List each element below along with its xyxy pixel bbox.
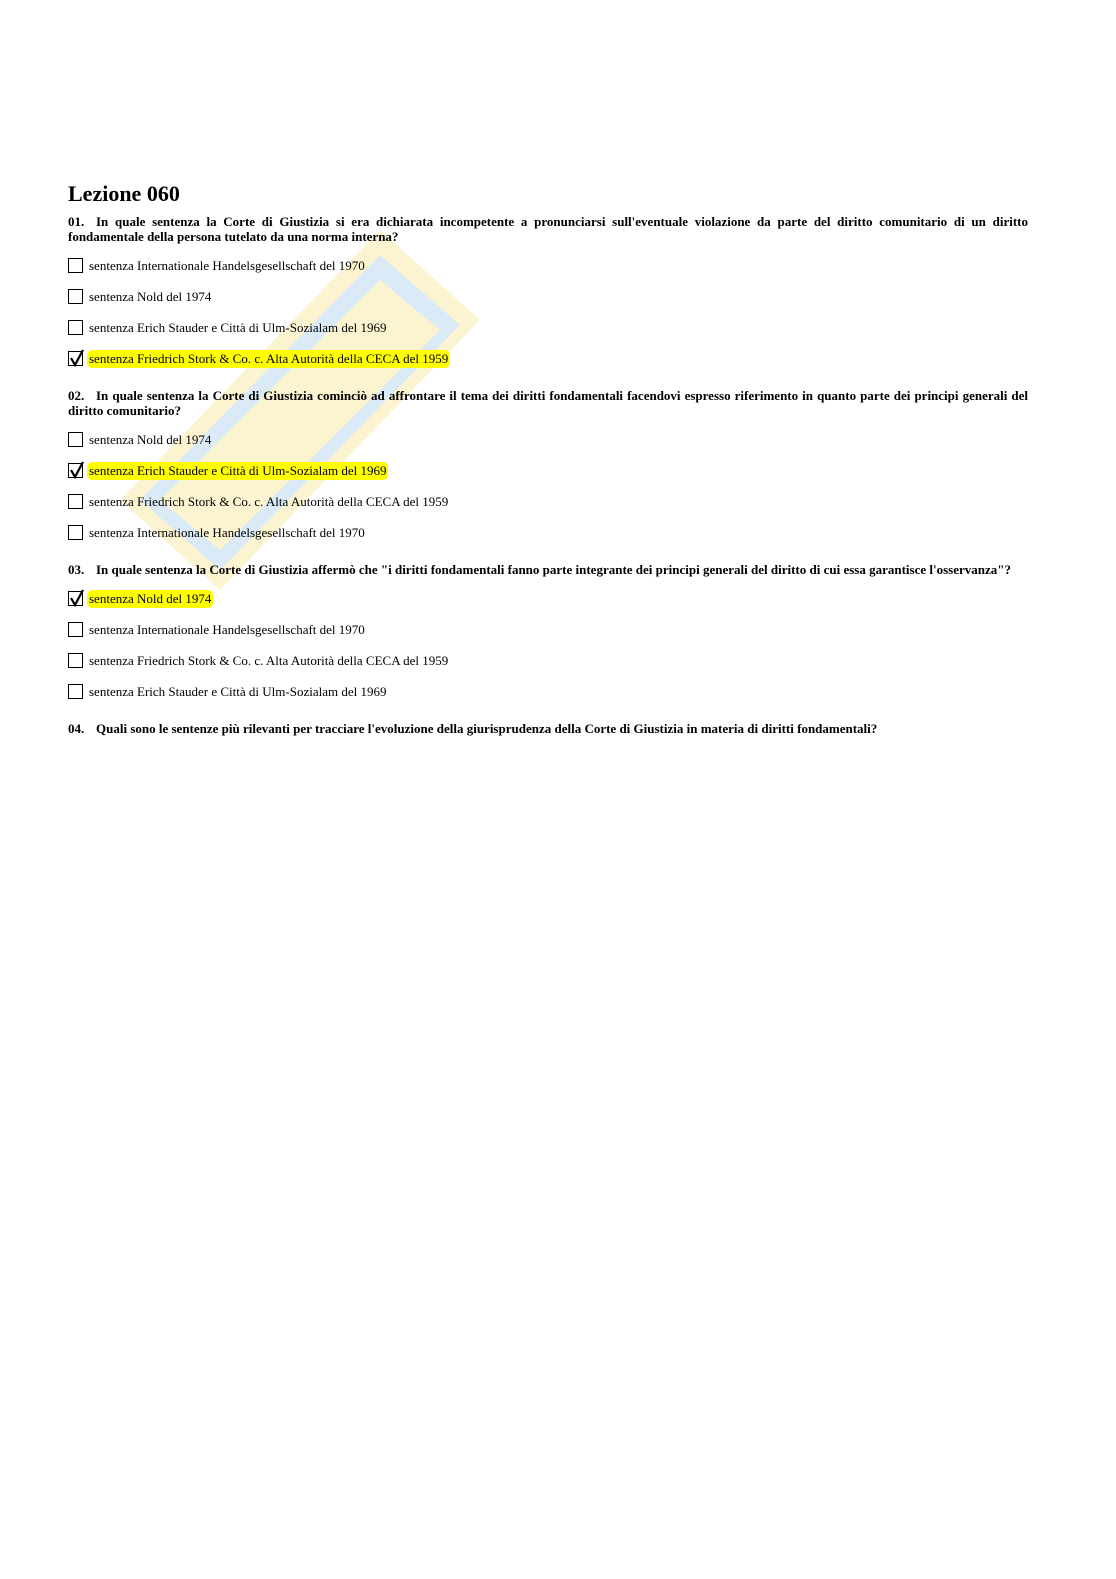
question-text (68, 388, 1028, 418)
question-block (68, 721, 1028, 756)
answer-option[interactable] (68, 250, 1028, 281)
checkbox[interactable] (68, 653, 83, 668)
question-spacer (68, 548, 1028, 562)
question-text (68, 721, 1028, 736)
checked-checkbox[interactable] (68, 463, 83, 478)
answer-option[interactable] (68, 614, 1028, 645)
question-block (68, 562, 1028, 721)
answer-option[interactable] (68, 312, 1028, 343)
question-list (68, 214, 1028, 756)
checkbox[interactable] (68, 622, 83, 637)
lesson-title: Lezione 060 (68, 181, 180, 206)
answer-label: sentenza Internationale Handelsgesellschaft del 1970 (89, 621, 365, 637)
answer-label: sentenza Friedrich Stork & Co. c. Alta Autorità della CECA del 1959 (89, 652, 449, 668)
answer-label: sentenza Internationale Handelsgesellschaft del 1970 (89, 524, 365, 540)
question-spacer (68, 742, 1028, 756)
answer-option[interactable] (68, 424, 1028, 455)
question-number: 03. (68, 562, 85, 577)
checkbox[interactable] (68, 289, 83, 304)
answer-option[interactable] (68, 517, 1028, 548)
checkbox[interactable] (68, 494, 83, 509)
checkbox[interactable] (68, 684, 83, 699)
question-body: In quale sentenza la Corte di Giustizia si era dichiarata incompetente a pronunciarsi sull'eventuale violazione da parte del diritto comunitario di un diritto fondamentale della persona tutelato da una norma interna? (68, 214, 1028, 244)
question-number: 01. (68, 214, 85, 229)
question-body: In quale sentenza la Corte di Giustizia affermò che "i diritti fondamentali fanno parte integrante dei principi generali del diritto di cui essa garantisce l'osservanza"? (96, 562, 1011, 577)
question-body: In quale sentenza la Corte di Giustizia cominciò ad affrontare il tema dei diritti fondamentali facendovi espresso riferimento in quanto parte dei principi generali del diritto comunitario? (68, 388, 1028, 418)
answer-option[interactable] (68, 281, 1028, 312)
question-spacer (68, 707, 1028, 721)
checkmark-icon (68, 348, 86, 368)
document-page (68, 180, 1028, 756)
answer-label: sentenza Internationale Handelsgesellschaft del 1970 (89, 257, 365, 273)
checked-checkbox[interactable] (68, 351, 83, 366)
answer-option[interactable] (68, 583, 1028, 614)
question-number: 02. (68, 388, 85, 403)
question-number: 04. (68, 721, 85, 736)
answer-option[interactable] (68, 455, 1028, 486)
answer-label: sentenza Erich Stauder e Città di Ulm-Sozialam del 1969 (89, 319, 387, 335)
answer-label: sentenza Nold del 1974 (89, 288, 212, 304)
question-text (68, 214, 1028, 244)
checkbox[interactable] (68, 432, 83, 447)
checkbox[interactable] (68, 258, 83, 273)
question-text (68, 562, 1028, 577)
checkmark-icon (68, 460, 86, 480)
checkbox[interactable] (68, 320, 83, 335)
answer-label: sentenza Nold del 1974 (89, 590, 212, 606)
answer-list (68, 583, 1028, 707)
question-spacer (68, 374, 1028, 388)
answer-list (68, 250, 1028, 374)
answer-label: sentenza Friedrich Stork & Co. c. Alta Autorità della CECA del 1959 (89, 493, 449, 509)
answer-option[interactable] (68, 645, 1028, 676)
answer-label: sentenza Friedrich Stork & Co. c. Alta Autorità della CECA del 1959 (89, 350, 449, 366)
question-body: Quali sono le sentenze più rilevanti per tracciare l'evoluzione della giurisprudenza della Corte di Giustizia in materia di diritti fondamentali? (96, 721, 878, 736)
answer-label: sentenza Nold del 1974 (89, 431, 212, 447)
question-block (68, 388, 1028, 562)
answer-label: sentenza Erich Stauder e Città di Ulm-Sozialam del 1969 (89, 683, 387, 699)
answer-option[interactable] (68, 486, 1028, 517)
answer-option[interactable] (68, 343, 1028, 374)
answer-option[interactable] (68, 676, 1028, 707)
question-block (68, 214, 1028, 388)
answer-list (68, 424, 1028, 548)
checked-checkbox[interactable] (68, 591, 83, 606)
answer-label: sentenza Erich Stauder e Città di Ulm-Sozialam del 1969 (89, 462, 387, 478)
checkbox[interactable] (68, 525, 83, 540)
checkmark-icon (68, 588, 86, 608)
